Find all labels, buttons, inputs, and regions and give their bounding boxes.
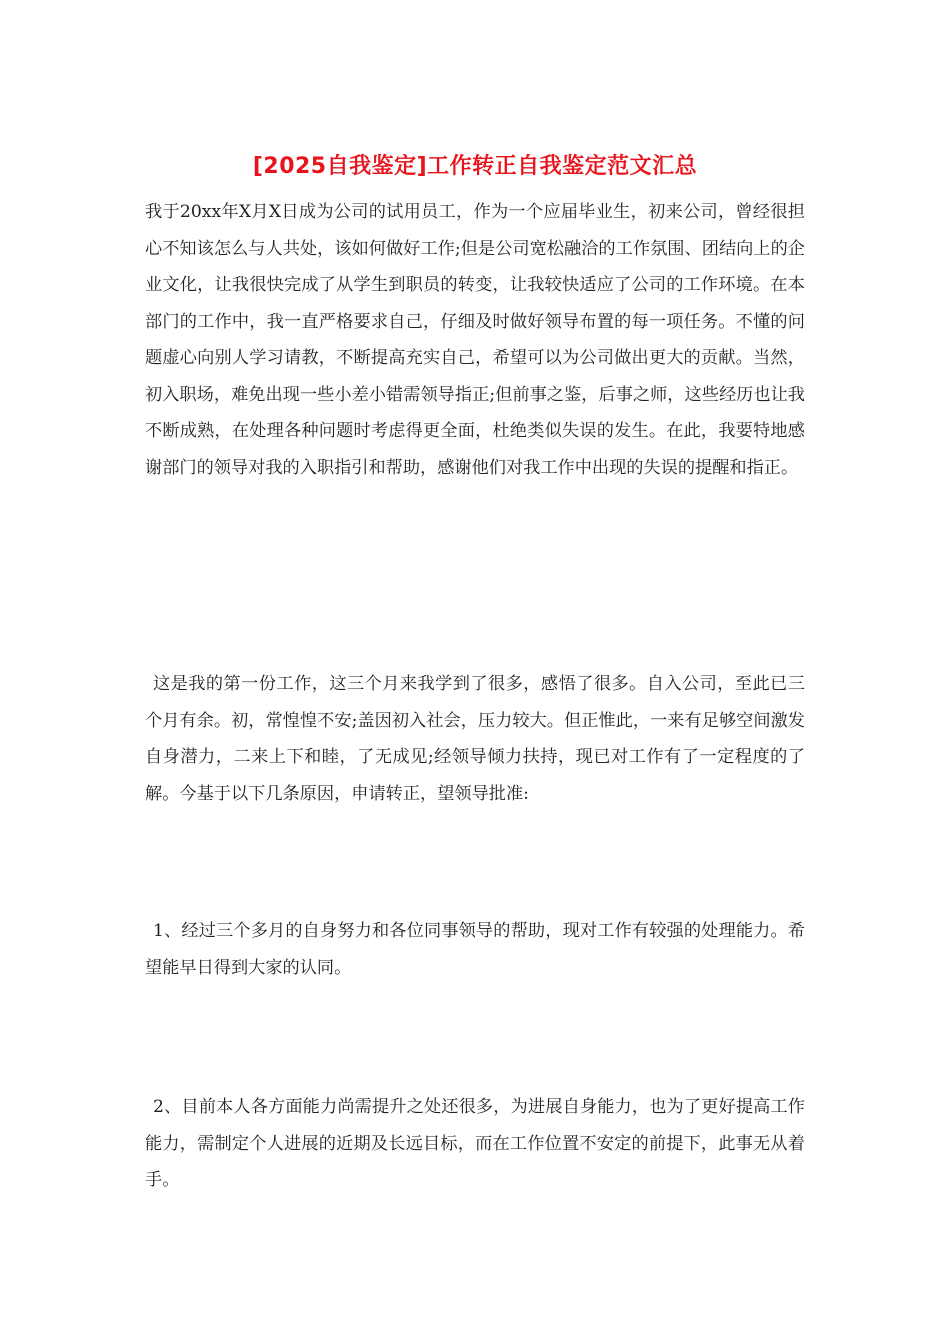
- paragraph-first-job: 这是我的第一份工作，这三个月来我学到了很多，感悟了很多。自入公司，至此已三个月有余。初，常惶惶不安;盖因初入社会，压力较大。但正惟此，一来有足够空间激发自身潜力，二来上下和睦，了无成见;经领导倾力扶持，现已对工作有了一定程度的了解。今基于以下几条原因，申请转正，望领导批准:: [145, 674, 805, 804]
- paragraph-reason-1: 1、经过三个多月的自身努力和各位同事领导的帮助，现对工作有较强的处理能力。希望能早日得到大家的认同。: [145, 921, 805, 978]
- document-title: [2025自我鉴定]工作转正自我鉴定范文汇总: [252, 154, 698, 179]
- paragraph-intro: 我于20xx年X月X日成为公司的试用员工，作为一个应届毕业生，初来公司，曾经很担心不知该怎么与人共处，该如何做好工作;但是公司宽松融洽的工作氛围、团结向上的企业文化，让我很快完成了从学生到职员的转变，让我较快适应了公司的工作环境。在本部门的工作中，我一直严格要求自己，仔细及时做好领导布置的每一项任务。不懂的问题虚心向别人学习请教，不断提高充实自己，希望可以为公司做出更大的贡献。当然，初入职场，难免出现一些小差小错需领导指正;但前事之鉴，后事之师，这些经历也让我不断成熟，在处理各种问题时考虑得更全面，杜绝类似失误的发生。在此，我要特地感谢部门的领导对我的入职指引和帮助，感谢他们对我工作中出现的失误的提醒和指正。: [145, 202, 805, 478]
- paragraph-reason-2: 2、目前本人各方面能力尚需提升之处还很多，为进展自身能力，也为了更好提高工作能力，需制定个人进展的近期及长远目标，而在工作位置不安定的前提下，此事无从着手。: [145, 1097, 805, 1190]
